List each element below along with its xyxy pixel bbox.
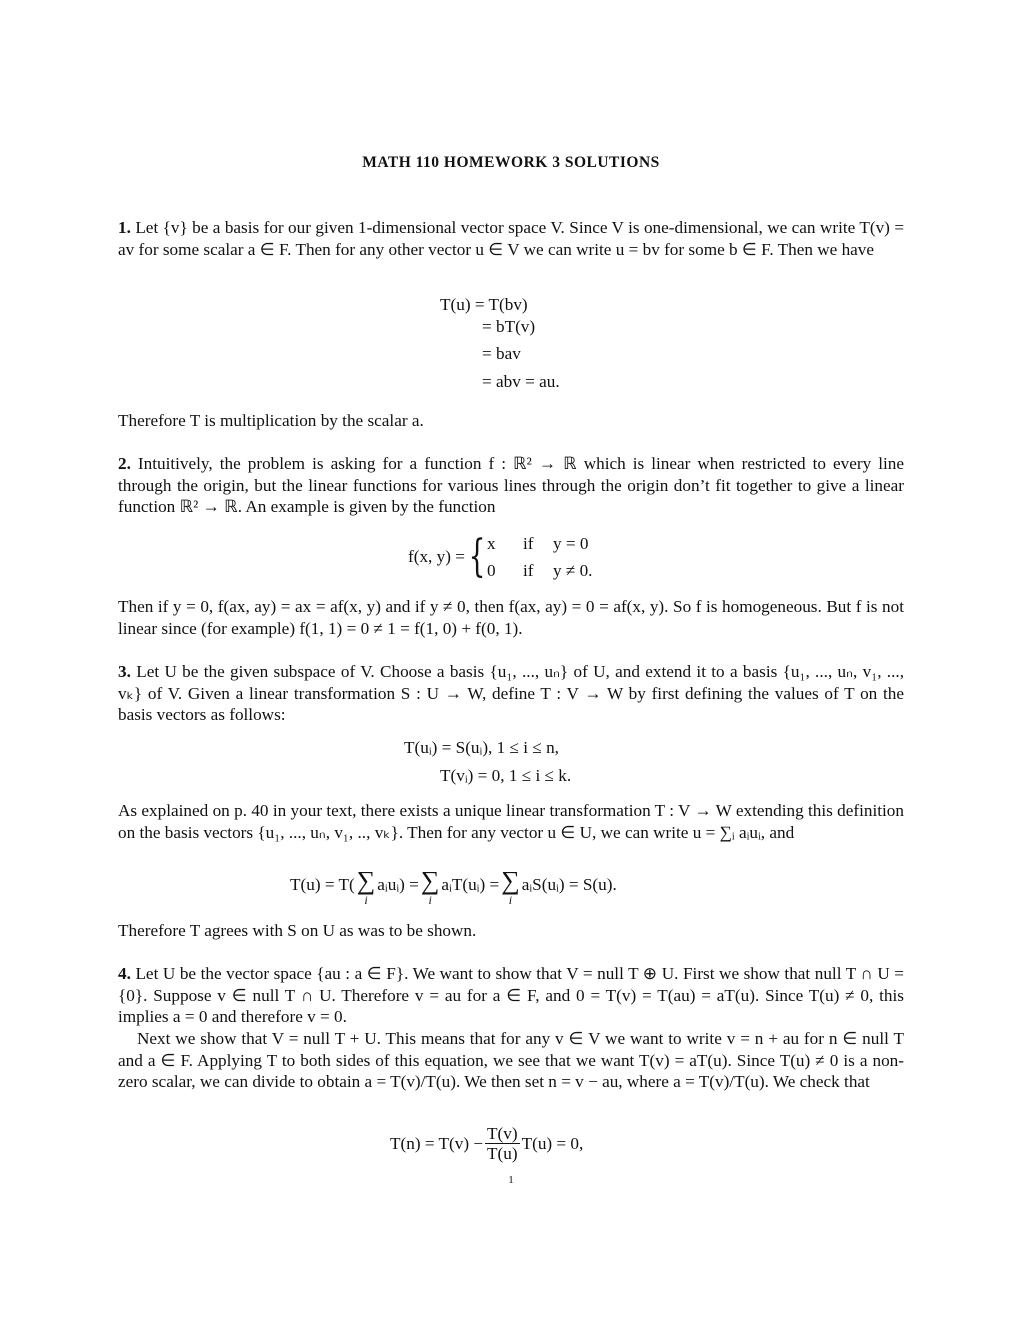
problem-2-piecewise: [408, 530, 592, 584]
case-2-if: if: [522, 561, 534, 580]
problem-1-intro: [118, 217, 904, 260]
problem-1-equation: [440, 294, 560, 392]
sum-symbol: ∑ i: [420, 866, 440, 907]
problem-2-number: 2.: [118, 454, 131, 473]
case-1-if: if: [522, 534, 534, 553]
case-1-condition: y = 0: [552, 534, 589, 553]
problem-2-text: Intuitively, the problem is asking for a function f : ℝ² → ℝ which is linear when restricted to every line through the origin, but the linear functions for various lines through the origin don’t fit together to give a linear function ℝ² → ℝ. An example is given by the function: [118, 454, 904, 517]
problem-3-definition-eq-2: T(vᵢ) = 0, 1 ≤ i ≤ k.: [440, 766, 572, 785]
eq-rhs: T(u) = 0,: [521, 1133, 584, 1153]
sum-symbol: ∑ i: [356, 866, 376, 907]
problem-3-number: 3.: [118, 662, 131, 681]
left-brace: {: [468, 531, 486, 582]
problem-1-text: Let {v} be a basis for our given 1-dimensional vector space V. Since V is one-dimensional, we can write T(v) = av for some scalar a ∈ F. Then for any other vector u ∈ V we can write u = bv for some b ∈ F. Then we have: [118, 218, 905, 259]
problem-3-intro: [118, 661, 904, 726]
problem-4-body: Next we show that V = null T + U. This means that for any v ∈ V we want to write v = n + au for n ∈ null T and a ∈ F. Applying T to both sides of this equation, we see that we want T(v) = aT(u). Since T(u) ≠ 0 is a non-zero scalar, we can divide to obtain a = T(v)/T(u). We then set n = v − au, where a = T(v)/T(u). We check that: [118, 1029, 904, 1092]
problem-1-number: 1.: [118, 218, 131, 237]
sum-eq-part: aᵢT(uᵢ) =: [441, 875, 500, 894]
piecewise-lhs: f(x, y) =: [408, 547, 465, 567]
sum-eq-part: aᵢuᵢ) =: [377, 875, 419, 894]
eq-lhs: T(n) = T(v) −: [390, 1133, 484, 1153]
fraction-numerator: T(v): [487, 1124, 518, 1143]
problem-3-body: As explained on p. 40 in your text, there exists a unique linear transformation T : V → W extending this definition on the basis vectors {u₁, ..., uₙ, v₁, .., vₖ}. Then for any vector u ∈ U, we can write u = ∑ᵢ aᵢuᵢ, and: [118, 801, 904, 842]
problem-2-intro: [118, 453, 904, 518]
problem-4-equation: [390, 1124, 583, 1163]
eq-line: = bav: [482, 344, 521, 364]
fraction-denominator: T(u): [487, 1144, 518, 1163]
sum-eq-part: T(u) = T(: [290, 875, 355, 894]
problem-3-definition-eq-1: T(uᵢ) = S(uᵢ), 1 ≤ i ≤ n,: [404, 738, 559, 757]
eq-line: = bT(v): [482, 316, 536, 336]
problem-4-intro: [118, 963, 904, 1028]
problem-4-number: 4.: [118, 964, 131, 983]
sum-symbol: ∑ i: [501, 866, 520, 907]
case-2-condition: y ≠ 0.: [552, 561, 593, 580]
case-1-value: x: [486, 534, 496, 553]
problem-3-text: Let U be the given subspace of V. Choose a basis {u₁, ..., uₙ} of U, and extend it to a basis {u₁, ..., uₙ, v₁, ..., vₖ} of V. Given a linear transformation S : U → W, define T : V → W by first defining the values of T on the basis vectors as follows:: [118, 662, 904, 725]
piecewise-cases: [487, 530, 593, 584]
fraction: [485, 1124, 520, 1163]
eq-line: T(u) = T(bv): [440, 295, 528, 314]
sum-eq-part: aᵢS(uᵢ) = S(u).: [521, 875, 617, 894]
problem-4-text: Let U be the vector space {au : a ∈ F}. We want to show that V = null T ⊕ U. First we show that null T ∩ U = {0}. Suppose v ∈ null T ∩ U. Therefore v = au for a ∈ F, and 0 = T(v) = T(au) = aT(u). Since T(u) ≠ 0, this implies a = 0 and therefore v = 0.: [118, 964, 905, 1027]
page-number: 1: [508, 1174, 514, 1186]
case-2-value: 0: [486, 561, 496, 580]
eq-line: = abv = au.: [482, 371, 560, 391]
problem-3-conclusion: Therefore T agrees with S on U as was to be shown.: [118, 921, 477, 940]
problem-1-conclusion: Therefore T is multiplication by the scalar a.: [118, 411, 424, 430]
problem-3-sum-equation: [290, 868, 617, 906]
problem-2-conclusion: Then if y = 0, f(ax, ay) = ax = af(x, y) and if y ≠ 0, then f(ax, ay) = 0 = af(x, y). So f is homogeneous. But f is not linear since (for example) f(1, 1) = 0 ≠ 1 = f(1, 0) + f(0, 1).: [118, 597, 904, 638]
page-title: MATH 110 HOMEWORK 3 SOLUTIONS: [362, 154, 660, 171]
document-page: [118, 0, 904, 1320]
